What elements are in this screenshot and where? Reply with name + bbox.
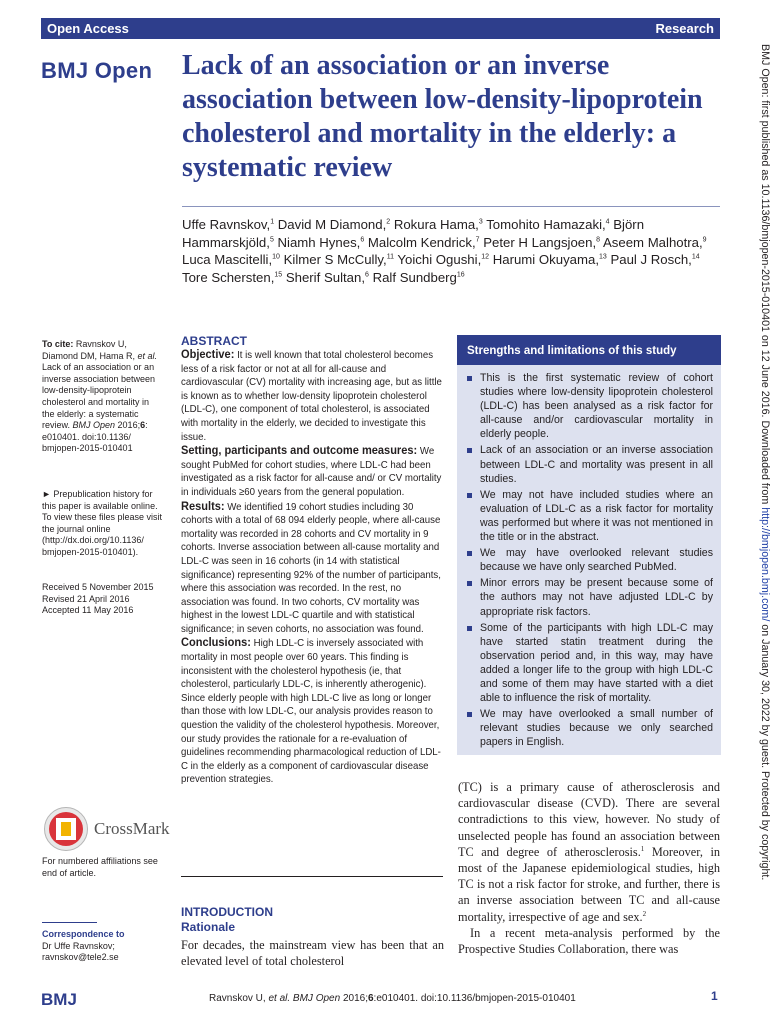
- abstract-heading: ABSTRACT: [181, 334, 247, 348]
- setting-heading: Setting, participants and outcome measures:: [181, 443, 418, 458]
- journal-name: BMJ Open: [41, 58, 153, 83]
- list-item: Minor errors may be present because some of the authors may not have adjusted LDL-C by appropriate risk factors.: [480, 577, 713, 618]
- abstract-results: [181, 500, 443, 637]
- affiliation-number: 11: [386, 253, 394, 261]
- crossmark-icon: [44, 807, 88, 851]
- abstract-body: [181, 348, 443, 787]
- affiliation-number: 9: [702, 236, 707, 244]
- open-access-label: Open Access: [47, 21, 129, 36]
- rationale-heading: Rationale: [181, 920, 236, 934]
- cite-text: Ravnskov U, Diamond DM, Hama R,: [42, 339, 138, 361]
- list-item: We may have overlooked relevant studies because we have only searched PubMed.: [480, 547, 713, 574]
- footer-text: :e010401. doi:10.1136/bmjopen-2015-010401: [373, 993, 576, 1004]
- objective-text: It is well known that total cholesterol becomes less of a risk factor or not at all for all-cause and cardiovascular (CV) mortality with increasing age, but as little is known as to whether low-density lipoprotein cholesterol (LDL-C), one component of total cholesterol, is associated with mortality in the elderly, we decided to investigate this issue.: [181, 349, 442, 443]
- correspondence-heading: Correspondence to: [42, 929, 125, 939]
- author-name: Uffe Ravnskov,: [182, 217, 271, 232]
- correspondence-name: Dr Uffe Ravnskov;: [42, 940, 115, 951]
- abstract-objective: [181, 348, 443, 444]
- author-list: [182, 216, 722, 286]
- results-heading: Results:: [181, 498, 225, 513]
- setting-text: We sought PubMed for cohort studies, where LDL-C had been investigated as a risk factor for all-cause and/ or CV mortality in individuals ≥60 years from the general population.: [181, 445, 442, 498]
- footer-volume: 6: [367, 993, 374, 1004]
- side-note-text: BMJ Open: first published as 10.1136/bmjopen-2015-010401 on 12 June 2016. Downloaded from: [759, 44, 771, 508]
- author-name: Tomohito Hamazaki,: [486, 217, 606, 232]
- list-item: Some of the participants with high LDL-C may have started statin treatment during the observation period and, in this way, may have added a longer life to the group with high LDL-C and some of them may have started with a diet able to influence the risk of mortality.: [480, 621, 713, 705]
- affiliation-number: 1: [270, 218, 275, 226]
- author-name: Kilmer S McCully,: [283, 252, 387, 267]
- paragraph: [458, 779, 720, 925]
- box-title: Strengths and limitations of this study: [457, 335, 721, 365]
- bmj-logo: BMJ: [41, 990, 77, 1009]
- article-type-label: Research: [655, 21, 714, 36]
- affiliation-number: 6: [365, 271, 369, 279]
- objective-heading: Objective:: [181, 347, 235, 361]
- affiliation-number: 6: [360, 236, 365, 244]
- author-name: Yoichi Ogushi,: [397, 252, 482, 267]
- results-text: We identified 19 cohort studies including 30 cohorts with a total of 68 094 elderly people, where all-cause mortality was recorded in 28 cohorts and CV mortality in 9 cohorts. Inverse association between all-cause mortality and LDL-C was seen in 16 cohorts (in 14 with statistical significance) representing 92% of the number of participants, where this association was recorded. In the rest, no association was found. In two cohorts, CV mortality was highest in the lowest LDL-C quartile and with statistical significance; in seven cohorts, no association was found.: [181, 500, 441, 635]
- author-name: Rokura Hama,: [393, 217, 479, 232]
- received-date: Received 5 November 2015: [42, 582, 154, 592]
- author-name: Björn Hammarskjöld,: [182, 217, 645, 250]
- introduction-text: For decades, the mainstream view has been that an elevated level of total cholesterol: [181, 938, 444, 969]
- crossmark-label: CrossMark: [94, 819, 170, 838]
- reference-marker[interactable]: 2: [642, 909, 647, 918]
- citation-info: [42, 339, 164, 455]
- title-divider: [182, 206, 720, 207]
- list-item: This is the first systematic review of cohort studies where low-density lipoprotein cholesterol (LDL-C) has been analysed as a risk factor for all-cause and/or cardiovascular mortality in elderly people.: [480, 372, 713, 441]
- affiliation-number: 10: [272, 253, 280, 261]
- affiliation-number: 4: [605, 218, 610, 226]
- list-item: Lack of an association or an inverse association between LDL-C and mortality was present in all studies.: [480, 444, 713, 485]
- affiliation-number: 8: [596, 236, 601, 244]
- side-note-text-end: on January 30, 2022 by guest. Protected by copyright.: [759, 621, 771, 881]
- author-name: Sherif Sultan,: [285, 269, 365, 285]
- abstract-setting: [181, 444, 443, 499]
- cite-text: 2016;: [115, 420, 141, 431]
- article-title: Lack of an association or an inverse association between low-density-lipoprotein cholesterol and mortality in the elderly: a systematic review: [182, 50, 703, 183]
- author-name: Peter H Langsjoen,: [483, 234, 597, 250]
- body-text-right: [458, 779, 720, 957]
- accepted-date: Accepted 11 May 2016: [42, 605, 134, 616]
- introduction-heading: INTRODUCTION: [181, 905, 273, 919]
- paragraph-text: (TC) is a primary cause of atherosclerosis and cardiovascular disease (CVD). There are several contradictions to this view, however. No study of unselected people has found an association between TC and degree of atherosclerosis.: [458, 780, 720, 859]
- footer-text: 2016;: [340, 993, 368, 1004]
- footer-citation: [209, 993, 576, 1004]
- footer-journal: et al. BMJ Open: [268, 993, 341, 1004]
- cite-etal: et al.: [137, 350, 158, 361]
- affiliation-number: 3: [478, 218, 483, 226]
- reference-marker[interactable]: 1: [640, 844, 645, 853]
- cite-journal: BMJ Open: [72, 420, 116, 431]
- author-name: David M Diamond,: [277, 217, 387, 232]
- cite-label: To cite:: [42, 339, 74, 349]
- header-bar: [41, 18, 720, 39]
- conclusions-text: High LDL-C is inversely associated with mortality in most people over 60 years. This finding is inconsistent with the cholesterol hypothesis (ie, that cholesterol, particularly LDL-C, is inherently atherogenic). Since elderly people with high LDL-C live as long or longer than those with low LDL-C, our analysis provides reason to question the validity of the cholesterol hypothesis. Moreover, our study provides the rationale for a re-evaluation of guidelines recommending pharmacological reduction of LDL-C in the elderly as a component of cardiovascular disease prevention strategies.: [181, 637, 441, 786]
- affiliation-number: 2: [386, 218, 391, 226]
- author-name: Aseem Malhotra,: [602, 234, 703, 250]
- author-name: Ralf Sundberg: [372, 269, 457, 285]
- author-name: Niamh Hynes,: [277, 234, 361, 250]
- affiliation-number: 12: [481, 253, 490, 261]
- side-download-note: [753, 44, 771, 974]
- page-number: 1: [711, 989, 718, 1003]
- list-item: We may have overlooked a small number of relevant studies because we only searched papers in English.: [480, 708, 713, 749]
- author-name: Malcolm Kendrick,: [367, 234, 476, 250]
- paragraph-text: Moreover, in most of the Japanese epidemiological studies, high TC is not a risk factor for stroke, and further, there is an inverse association between TC and all-cause mortality, irrespective of age and sex.: [458, 844, 721, 924]
- author-name: Tore Schersten,: [182, 269, 275, 285]
- crossmark-badge[interactable]: [44, 807, 168, 853]
- cite-text: Lack of an association or an inverse association between low-density-lipoprotein cholesterol and mortality in the elderly: a systematic review.: [42, 362, 156, 431]
- correspondence-email[interactable]: ravnskov@tele2.se: [42, 952, 119, 963]
- cite-volume: 6: [140, 420, 146, 431]
- abstract-conclusions: [181, 636, 443, 787]
- author-name: Luca Mascitelli,: [182, 252, 273, 267]
- affiliations-note: For numbered affiliations see end of article.: [42, 856, 158, 878]
- affiliation-number: 13: [598, 253, 607, 261]
- correspondence: [42, 929, 164, 964]
- footer-text: Ravnskov U,: [209, 993, 269, 1004]
- conclusions-heading: Conclusions:: [181, 635, 251, 650]
- cite-text: : e010401. doi:10.1136/ bmjopen-2015-010401: [42, 420, 148, 454]
- author-name: Harumi Okuyama,: [492, 252, 599, 267]
- box-list: [457, 371, 721, 749]
- affiliation-number: 16: [456, 271, 465, 279]
- affiliation-number: 7: [475, 236, 480, 244]
- abstract-divider: [181, 876, 443, 877]
- article-dates: [42, 582, 164, 617]
- affiliation-number: 5: [269, 236, 274, 244]
- correspondence-divider: [42, 922, 97, 923]
- author-name: Paul J Rosch,: [610, 252, 692, 267]
- list-item: We may not have included studies where an evaluation of LDL-C as a risk factor for mortality was performed but where it was not mentioned in the title or in the abstract.: [480, 488, 713, 544]
- paragraph: In a recent meta-analysis performed by the Prospective Studies Collaboration, there was: [458, 925, 720, 957]
- revised-date: Revised 21 April 2016: [42, 593, 130, 604]
- affiliation-number: 15: [274, 271, 283, 279]
- journal-link[interactable]: http://bmjopen.bmj.com/: [759, 507, 771, 622]
- strengths-limitations-box: [457, 335, 721, 755]
- prepublication-note: ► Prepublication history for this paper is available online. To view these files please visit the journal online (http://dx.doi.org/10.1136/ bmjopen-2015-010401).: [42, 489, 163, 557]
- affiliation-number: 14: [691, 253, 700, 261]
